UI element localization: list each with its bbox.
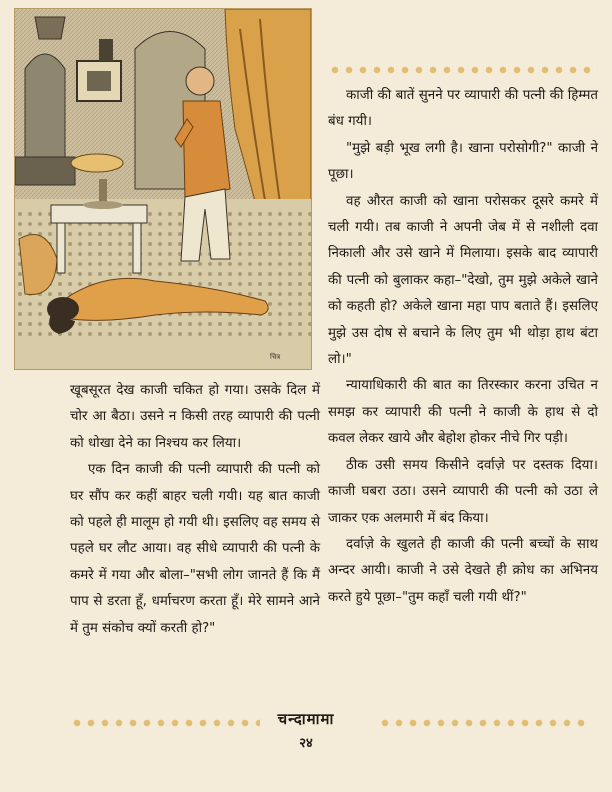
right-paragraph-1: काजी की बातें सुनने पर व्यापारी की पत्नी की हिम्मत बंध गयी। — [328, 88, 598, 130]
right-paragraph-3: वह औरत काजी को खाना परोसकर दूसरे कमरे में चली गयी। तब काजी ने अपनी जेब में से नशीली दवा निकाली और उसे खाने में मिलाया। इसके बाद व्यापारी की पत्नी को बुलाकर कहा–"देखो, तुम मुझे अकेले खाने को कहती हो? अकेले खाना महा पाप बताते हैं। इसलिए मुझे उस दोष से बचाने के लिए तुम भी थोड़ा हाथ बंटा लो।" — [328, 193, 598, 368]
right-paragraph-4: न्यायाधिकारी की बात का तिरस्कार करना उचित न समझ कर व्यापारी की पत्नी ने काजी के हाथ से दो कवल लेकर खाये और बेहोश होकर नीचे गिर पड़ी। — [328, 378, 598, 447]
illustration-drawing — [15, 9, 311, 369]
left-paragraph-2: एक दिन काजी की पत्नी व्यापारी की पत्नी को घर सौंप कर कहीं बाहर चली गयी। यह बात काजी को पहले ही मालूम हो गयी थी। इसलिए वह समय से पहले घर लौट आया। वह सीधे व्यापारी की पत्नी के कमरे में गया और बोला–"सभी लोग जानते हैं कि मैं पाप से डरता हूँ, धर्माचरण करता हूँ। मेरे सामने आने में तुम संकोच क्यों करती हो?" — [70, 462, 320, 636]
page-number: २४ — [299, 736, 313, 751]
left-paragraph-1: खूबसूरत देख काजी चकित हो गया। उसके दिल में चोर आ बैठा। उसने न किसी तरह व्यापारी की पत्नी को धोखा देने का निश्चय कर लिया। — [70, 383, 320, 451]
right-text-column — [328, 83, 598, 611]
ornament-band-top — [328, 63, 598, 77]
artist-signature: चित्र — [270, 353, 281, 361]
right-paragraph-2: "मुझे बड़ी भूख लगी है। खाना परोसोगी?" काजी ने पूछा। — [328, 140, 598, 183]
right-paragraph-6: दर्वाज़े के खुलते ही काजी की पत्नी बच्चों के साथ अन्दर आयी। काजी ने उसे देखते ही क्रोध का अभिनय करते हुये पूछा–"तुम कहाँ चली गयी थीं?" — [328, 536, 598, 605]
magazine-name: चन्दामामा — [277, 710, 335, 728]
left-text-column — [70, 378, 320, 642]
right-paragraph-5: ठीक उसी समय किसीने दर्वाज़े पर दस्तक दिया। काजी घबरा उठा। उसने व्यापारी की पत्नी को उठा ले जाकर एक अलमारी में बंद किया। — [328, 457, 598, 526]
story-illustration — [14, 8, 312, 370]
